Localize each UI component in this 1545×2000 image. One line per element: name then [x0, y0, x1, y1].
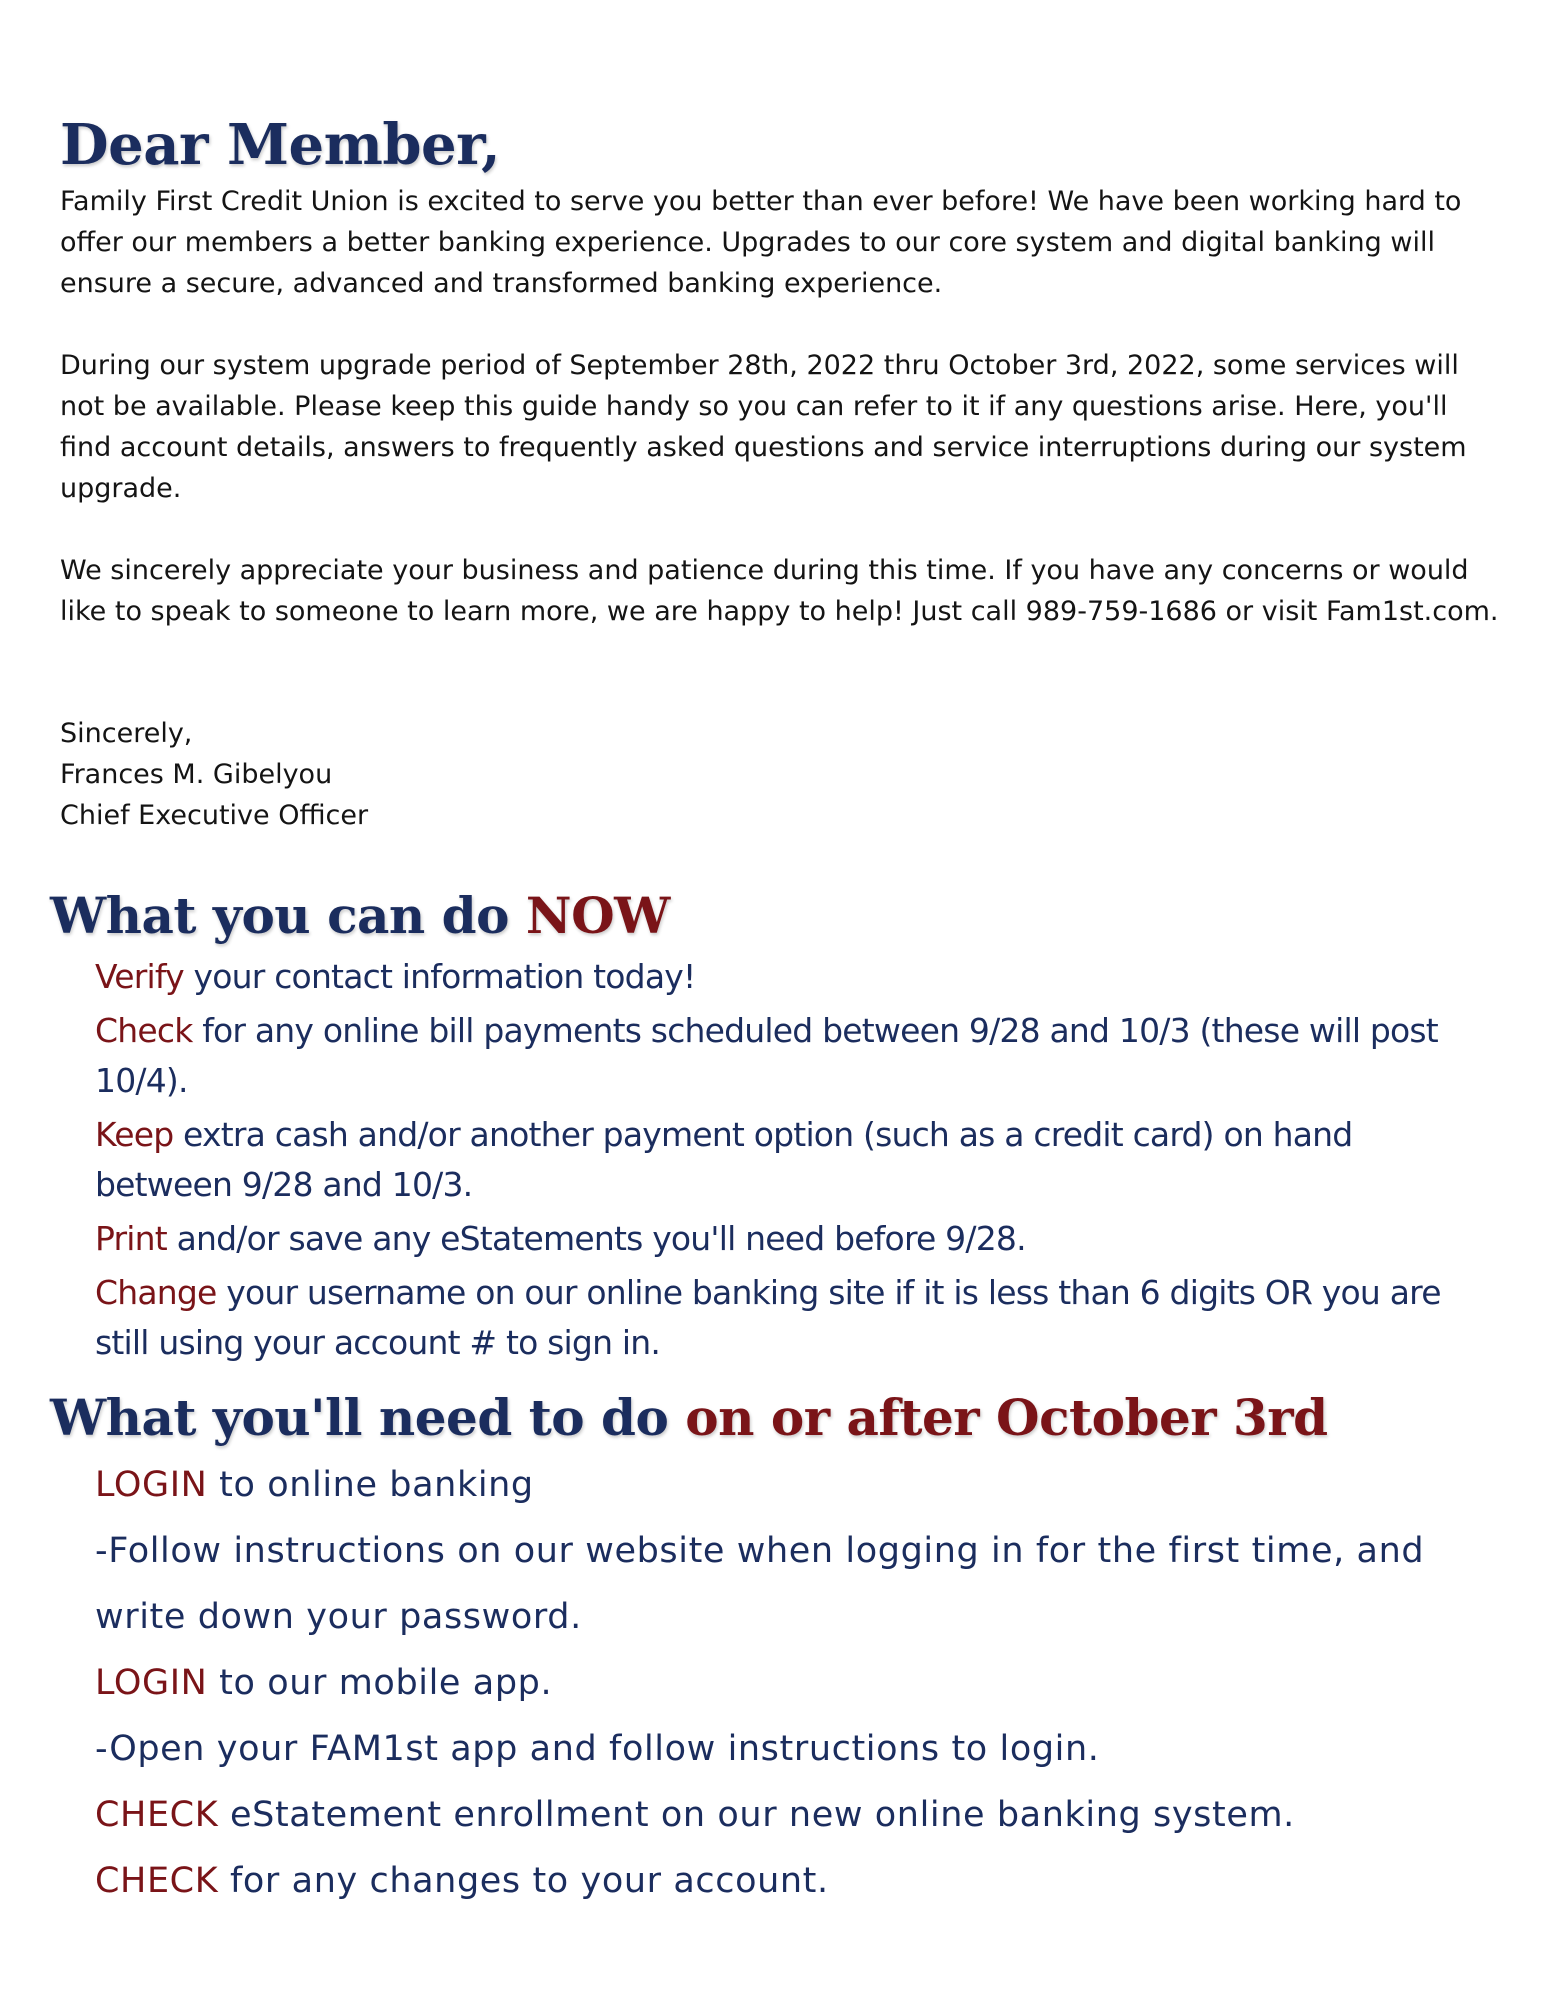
action-keyword: LOGIN — [95, 1465, 208, 1505]
action-text: to online banking — [207, 1465, 534, 1505]
list-item — [95, 952, 1495, 1002]
section-now-heading-accent: NOW — [525, 886, 670, 945]
signature-block — [60, 713, 1500, 836]
list-item — [95, 1716, 1495, 1782]
action-keyword: Print — [95, 1219, 167, 1258]
action-text: extra cash and/or another payment option (such as a credit card) on hand between 9/28 and 10/3. — [95, 1115, 1353, 1204]
action-keyword: Check — [95, 1011, 193, 1050]
list-item — [95, 1848, 1495, 1914]
closing-text: Sincerely, — [60, 718, 193, 749]
intro-paragraph: Family First Credit Union is excited to serve you better than ever before! We have been working hard to offer our members a better banking experience. Upgrades to our core system and digital banking will ensure a secure, advanced and transformed banking experience. — [60, 186, 1462, 299]
after-action-list — [95, 1452, 1495, 1914]
action-keyword: CHECK — [95, 1795, 219, 1835]
list-item — [95, 1452, 1495, 1518]
now-action-list — [95, 952, 1495, 1372]
section-after-heading-accent: on or after October 3rd — [685, 1388, 1328, 1447]
greeting-heading: Dear Member, — [60, 112, 501, 178]
signer-name: Frances M. Gibelyou — [60, 759, 333, 790]
list-item — [95, 1518, 1495, 1650]
action-text: -Follow instructions on our website when logging in for the first time, and write down your password. — [95, 1531, 1425, 1637]
action-text: for any online bill payments scheduled between 9/28 and 10/3 (these will post 10/4). — [95, 1011, 1438, 1100]
list-item — [95, 1110, 1495, 1210]
list-item — [95, 1006, 1495, 1106]
action-text: to our mobile app. — [207, 1663, 553, 1703]
action-text: eStatement enrollment on our new online banking system. — [218, 1795, 1295, 1835]
action-keyword: Change — [95, 1273, 217, 1312]
action-text: -Open your FAM1st app and follow instructions to login. — [95, 1729, 1100, 1769]
list-item — [95, 1782, 1495, 1848]
action-text: your contact information today! — [183, 957, 696, 996]
list-item — [95, 1214, 1495, 1264]
upgrade-period-paragraph: During our system upgrade period of September 28th, 2022 thru October 3rd, 2022, some services will not be available. Please keep this guide handy so you can refer to it if any questions arise. Here, you'll find account details, answers to frequently asked questions and service interruptions during our system upgrade. — [60, 350, 1467, 504]
signer-title: Chief Executive Officer — [60, 800, 369, 831]
action-keyword: LOGIN — [95, 1663, 208, 1703]
section-after-heading — [50, 1388, 1328, 1447]
action-keyword: Verify — [95, 957, 184, 996]
action-text: your username on our online banking site if it is less than 6 digits OR you are still using your account # to sign in. — [95, 1273, 1441, 1362]
section-now-heading-main: What you can do — [50, 886, 526, 945]
section-now-heading — [50, 886, 670, 945]
contact-paragraph: We sincerely appreciate your business and patience during this time. If you have any concerns or would like to speak to someone to learn more, we are happy to help! Just call 989-759-1686 or visit Fam1st.com. — [60, 555, 1499, 627]
list-item — [95, 1268, 1495, 1368]
action-keyword: Keep — [95, 1115, 174, 1154]
action-text: for any changes to your account. — [218, 1861, 829, 1901]
action-text: and/or save any eStatements you'll need before 9/28. — [166, 1219, 1026, 1258]
list-item — [95, 1650, 1495, 1716]
section-after-heading-main: What you'll need to do — [50, 1388, 686, 1447]
action-keyword: CHECK — [95, 1861, 219, 1901]
